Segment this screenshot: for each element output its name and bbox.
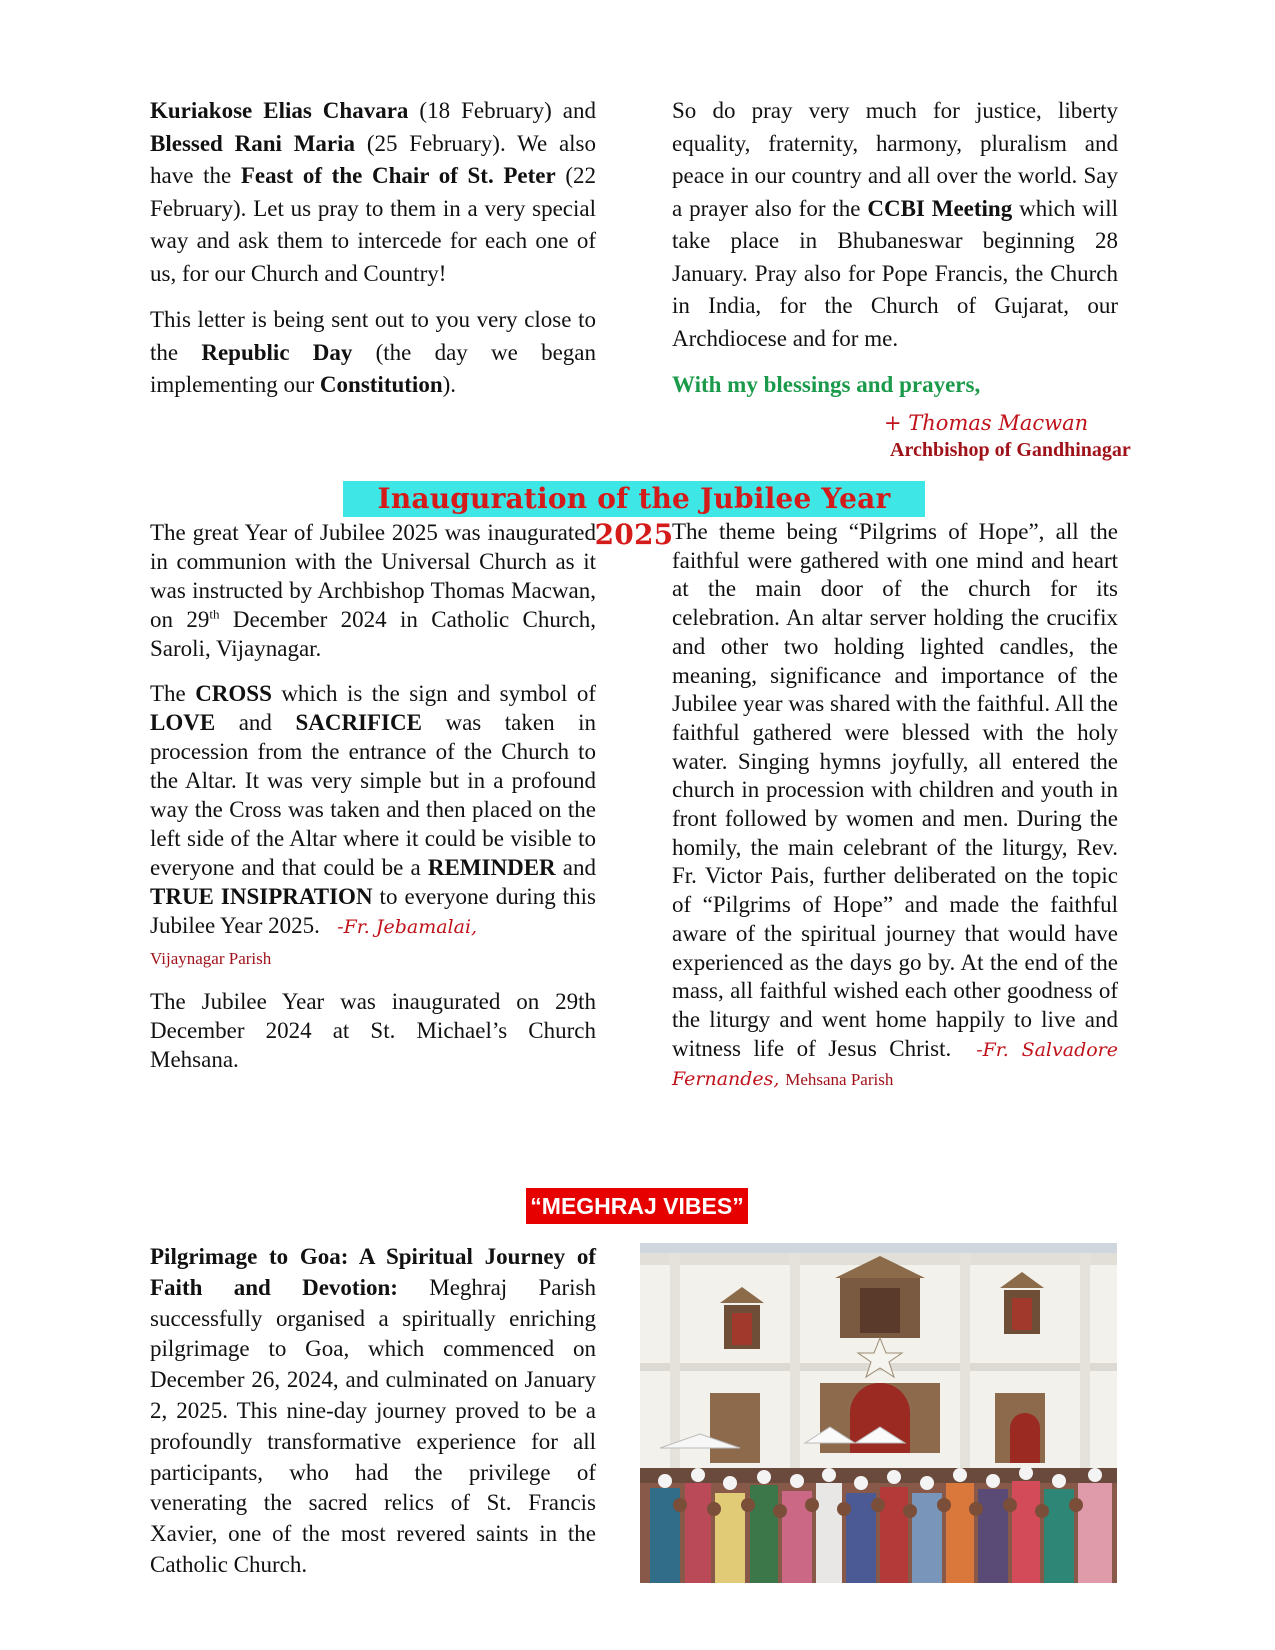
- jebamalai-signature: -Fr. Jebamalai,: [337, 916, 478, 938]
- text-run: Meghraj Parish successfully organised a spiritually enriching pilgrimage to Goa, which commenced on December 26, 2024, and culminated on January 2, 2025. This nine-day journey proved to be a profoundly transformative experience for all participants, who had the privilege of venerating the sacred relics of St. Francis Xavier, one of the most revered saints in the Catholic Church.: [150, 1274, 596, 1577]
- text-run: was taken in procession from the entrance of the Church to the Altar. It was very simple but in a profound way the Cross was taken and then placed on the left side of the Altar where it could be visible to everyone and that could be a: [150, 710, 596, 880]
- text-run: (the day we began implementing our: [150, 339, 597, 397]
- text-run: The great Year of Jubilee 2025 was inaugurated in communion with the Universal Church as it was instructed by Archbishop Thomas Macwan, on 29: [150, 520, 596, 632]
- archbishop-signature: + Thomas Macwan: [884, 411, 1089, 435]
- bold-name: Kuriakose Elias Chavara: [150, 98, 409, 123]
- text-run: This letter is being sent out to you very close to the: [150, 307, 596, 365]
- bold-name: Feast of the Chair of St. Peter: [240, 163, 556, 188]
- text-run: (25 February). We also have the: [150, 130, 596, 188]
- text-run: and: [555, 855, 596, 880]
- bold-text: Constitution: [319, 372, 443, 397]
- jubilee-paragraph-2: [150, 679, 596, 971]
- mehsana-parish-label: Mehsana Parish: [785, 1070, 894, 1090]
- archbishop-title: Archbishop of Gandhinagar: [890, 439, 1131, 461]
- text-run: (22 February). Let us pray to them in a very special way and ask them to intercede for each one of us, for our Church and Country!: [150, 163, 597, 286]
- text-run: (18 February) and: [408, 98, 596, 123]
- text-run: which will take place in Bhubaneswar beginning 28 January. Pray also for Pope Francis, the Church in India, for the Church of Gujarat, our Archdiocese and for me.: [672, 195, 1118, 351]
- text-run: December 2024 in Catholic Church, Saroli, Vijaynagar.: [150, 607, 596, 661]
- letter-paragraph-1: [150, 95, 596, 290]
- letter-paragraph-2: [150, 304, 596, 402]
- salvadore-signature: -Fr. Salvadore Fernandes,: [672, 1038, 1118, 1091]
- bold-text: SACRIFICE: [295, 710, 422, 735]
- text-run: ).: [442, 372, 457, 397]
- letter-left-column: [150, 95, 596, 416]
- bold-name: Blessed Rani Maria: [150, 130, 356, 156]
- bold-text: REMINDER: [427, 855, 556, 880]
- text-run: The theme being “Pilgrims of Hope”, all the faithful were gathered with one mind and heart at the main door of the church for its celebration. An altar server holding the crucifix and other two holding lighted candles, the meaning, significance and importance of the Jubilee year was shared with the faithful. All the faithful gathered were blessed with the holy water. Singing hymns joyfully, all entered the church in procession with children and youth in front followed by women and men. During the homily, the main celebrant of the liturgy, Rev. Fr. Victor Pais, further deliberated on the topic of “Pilgrims of Hope” and made the faithful aware of the spiritual journey that would have experienced as the days go by. At the end of the mass, all faithful wished each other goodness of the liturgy and went home happily to live and witness life of Jesus Christ.: [672, 519, 1118, 1061]
- meghraj-column: [150, 1242, 596, 1595]
- text-run: The: [150, 681, 196, 706]
- bold-text: CROSS: [195, 681, 272, 706]
- bold-text: LOVE: [150, 710, 216, 735]
- text-run: and: [215, 710, 296, 735]
- meghraj-vibes-title: “MEGHRAJ VIBES”: [526, 1188, 748, 1224]
- text-run: So do pray very much for justice, liberty equality, fraternity, harmony, pluralism and peace in our country and all over the world. Say a prayer also for the: [672, 98, 1118, 221]
- letter-paragraph-3: [672, 95, 1118, 355]
- bold-text: CCBI Meeting: [867, 195, 1013, 221]
- text-run: which is the sign and symbol of: [271, 681, 596, 706]
- closing-line: With my blessings and prayers,: [672, 372, 981, 397]
- meghraj-paragraph: [150, 1242, 596, 1581]
- pilgrimage-heading: Pilgrimage to Goa: A Spiritual Journey of Faith and Devotion:: [150, 1244, 596, 1300]
- goa-pilgrimage-photo: [640, 1243, 1117, 1583]
- jubilee-paragraph-4: [672, 518, 1118, 1095]
- vijaynagar-parish-label: Vijaynagar Parish: [150, 949, 272, 968]
- bold-text: Republic Day: [201, 339, 353, 365]
- superscript: th: [209, 606, 220, 622]
- bold-text: TRUE INSIPRATION: [150, 884, 373, 909]
- letter-right-column: [672, 95, 1118, 402]
- text-run: to everyone during this Jubilee Year 2025.: [150, 884, 596, 938]
- jubilee-left-column: [150, 518, 596, 1090]
- jubilee-section-title: Inauguration of the Jubilee Year 2025: [343, 481, 925, 517]
- jubilee-paragraph-3: The Jubilee Year was inaugurated on 29th December 2024 at St. Michael’s Church Mehsana.: [150, 989, 596, 1072]
- jubilee-right-column: [672, 518, 1118, 1111]
- jubilee-paragraph-1: [150, 518, 596, 663]
